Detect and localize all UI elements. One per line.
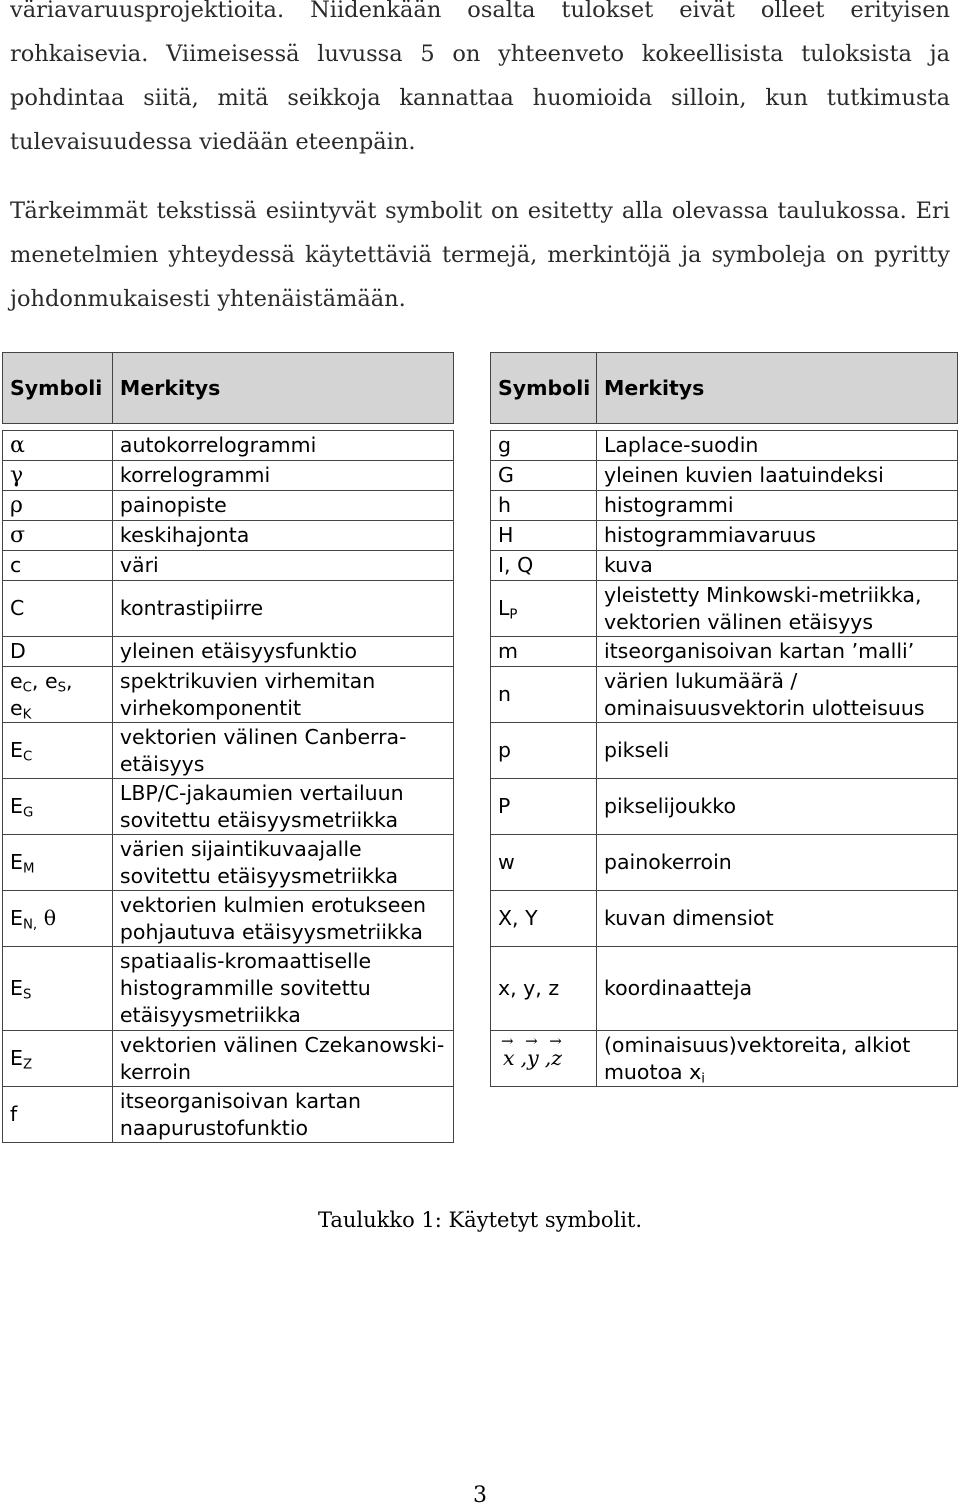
symbol-cell [491,1031,597,1087]
symbols-table-left [2,352,454,1143]
meaning-cell: vektorien välinen Czekanowski-kerroin [112,1031,453,1087]
meaning-cell: vektorien kulmien erotukseen pohjautuva etäisyysmetriikka [112,891,453,947]
meaning-cell: korrelogrammi [112,461,453,491]
meaning-cell: värien sijaintikuvaajalle sovitettu etäisyysmetriikka [112,835,453,891]
table-row [491,637,958,667]
table-row [3,723,454,779]
symbol-cell: α [3,431,113,461]
meaning-cell: yleistetty Minkowski-metriikka, vektorien välinen etäisyys [596,581,957,637]
symbol-cell: $E_{N,}$ θ [3,891,113,947]
table-row [491,835,958,891]
table-row [3,461,454,491]
table-row [3,431,454,461]
table-row [3,667,454,723]
meaning-cell: yleinen kuvien laatuindeksi [596,461,957,491]
meaning-cell: väri [112,551,453,581]
symbol-cell: σ [3,521,113,551]
table-row [3,551,454,581]
symbol-cell: w [491,835,597,891]
symbol-cell: c [3,551,113,581]
table-row [491,947,958,1031]
symbol-cell: $E_S$ [3,947,113,1031]
meaning-cell: itseorganisoivan kartan naapurustofunktio [112,1087,453,1143]
vector-symbols: → x ,→ y ,→ z [503,1045,568,1072]
table-row [491,521,958,551]
table-row [491,891,958,947]
symbols-table-right [490,352,958,1087]
meaning-cell: Laplace-suodin [596,431,957,461]
meaning-cell: vektorien välinen Canberra-etäisyys [112,723,453,779]
meaning-cell: (ominaisuus)vektoreita, alkiot muotoa $x_i$ [596,1031,957,1087]
symbol-cell: $E_M$ [3,835,113,891]
table-row [3,1031,454,1087]
symbol-cell: D [3,637,113,667]
symbol-cell: p [491,723,597,779]
table-row [491,723,958,779]
table-header-row [3,353,454,424]
table-header-row [491,353,958,424]
meaning-cell: värien lukumäärä / ominaisuusvektorin ulotteisuus [596,667,957,723]
symbol-cell: g [491,431,597,461]
symbol-cell: I, Q [491,551,597,581]
symbol-cell: m [491,637,597,667]
symbol-cell: $E_G$ [3,779,113,835]
symbol-cell: $e_C$, $e_S$, $e_K$ [3,667,113,723]
meaning-cell: autokorrelogrammi [112,431,453,461]
table-row [3,947,454,1031]
header-symbol: Symboli [3,353,113,424]
table-row [491,431,958,461]
symbol-cell: f [3,1087,113,1143]
meaning-cell: koordinaatteja [596,947,957,1031]
meaning-cell: spektrikuvien virhemitan virhekomponentit [112,667,453,723]
table-row [491,581,958,637]
symbol-cell: ρ [3,491,113,521]
symbol-cell: h [491,491,597,521]
header-meaning: Merkitys [112,353,453,424]
meaning-cell: histogrammi [596,491,957,521]
symbol-cell: $E_Z$ [3,1031,113,1087]
table-row [3,521,454,551]
table-row [3,637,454,667]
meaning-cell: pikselijoukko [596,779,957,835]
table-row [3,581,454,637]
meaning-cell: keskihajonta [112,521,453,551]
meaning-cell: yleinen etäisyysfunktio [112,637,453,667]
symbol-cell: P [491,779,597,835]
symbol-cell: $E_C$ [3,723,113,779]
symbol-cell: $L_P$ [491,581,597,637]
table-row [3,779,454,835]
meaning-cell: kontrastipiirre [112,581,453,637]
table-row [3,891,454,947]
meaning-cell: LBP/C-jakaumien vertailuun sovitettu etäisyysmetriikka [112,779,453,835]
header-symbol: Symboli [491,353,597,424]
symbol-cell: n [491,667,597,723]
table-row [3,491,454,521]
intro-paragraph: väriavaruusprojektioita. Niidenkään osalta tulokset eivät olleet erityisen rohkaisevia. Viimeisessä luvussa 5 on yhteenveto kokeellisista tuloksista ja pohdintaa siitä, mitä seikkoja kannattaa huomioida silloin, kun tutkimusta tulevaisuudessa viedään eteenpäin. [10,0,950,155]
meaning-cell: histogrammiavaruus [596,521,957,551]
symbols-paragraph: Tärkeimmät tekstissä esiintyvät symbolit on esitetty alla olevassa taulukossa. Eri menetelmien yhteydessä käytettäviä termejä, merkintöjä ja symboleja on pyritty johdonmukaisesti yhtenäistämään. [10,198,950,312]
symbol-cell: G [491,461,597,491]
meaning-cell: pikseli [596,723,957,779]
meaning-cell: itseorganisoivan kartan ’malli’ [596,637,957,667]
meaning-cell: kuva [596,551,957,581]
page-number: 3 [473,1483,487,1508]
table-row [3,835,454,891]
table-row [491,667,958,723]
symbol-cell: x, y, z [491,947,597,1031]
symbol-cell: X, Y [491,891,597,947]
table-row [491,1031,958,1087]
symbol-cell: C [3,581,113,637]
meaning-cell: kuvan dimensiot [596,891,957,947]
table-row [3,1087,454,1143]
symbol-cell: H [491,521,597,551]
table-row [491,551,958,581]
meaning-cell: spatiaalis-kromaattiselle histogrammille sovitettu etäisyysmetriikka [112,947,453,1031]
table-row [491,779,958,835]
meaning-cell: painokerroin [596,835,957,891]
header-meaning: Merkitys [596,353,957,424]
symbol-cell: γ [3,461,113,491]
table-caption: Taulukko 1: Käytetyt symbolit. [317,1208,643,1232]
table-row [491,461,958,491]
meaning-cell: painopiste [112,491,453,521]
table-row [491,491,958,521]
